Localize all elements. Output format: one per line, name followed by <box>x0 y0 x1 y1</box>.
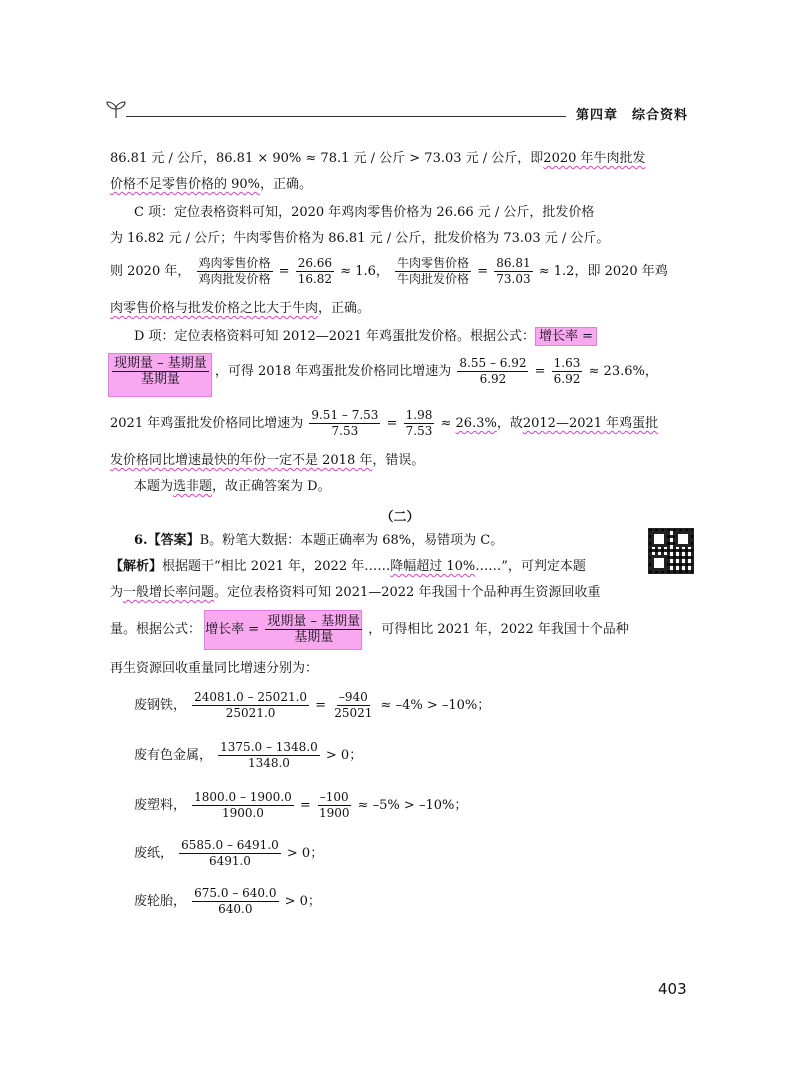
text: ≈ <box>440 416 452 431</box>
list-item <box>134 790 467 821</box>
fraction <box>218 740 320 771</box>
text: ≈ 23.6%， <box>588 364 658 379</box>
denominator: 7.53 <box>405 424 433 438</box>
text-line <box>134 478 331 496</box>
text: ，可得 2018 年鸡蛋批发价格同比增速为 <box>214 364 452 379</box>
fraction <box>395 256 471 287</box>
analysis-label: 【解析】 <box>110 559 163 574</box>
answer-text: B。粉笔大数据：本题正确率为 68%，易错项为 C。 <box>199 533 504 548</box>
denominator: 鸡肉批发价格 <box>198 272 271 286</box>
text-line <box>134 328 597 346</box>
numerator: –940 <box>338 690 368 704</box>
answer-label: 6.【答案】 <box>134 533 200 548</box>
denominator: 25021.0 <box>225 706 276 720</box>
text-line <box>110 452 424 470</box>
item-label: 废纸， <box>134 846 174 861</box>
text: 2021 年鸡蛋批发价格同比增速为 <box>110 416 304 431</box>
list-item <box>134 838 323 869</box>
equals: = <box>299 798 311 813</box>
text: ，正确。 <box>260 177 313 192</box>
underlined-text: 2012—2021 年鸡蛋批 <box>522 416 659 431</box>
numerator: –100 <box>319 790 349 804</box>
formula-line <box>110 256 668 287</box>
fraction <box>494 256 532 287</box>
text: 则 2020 年， <box>110 264 191 279</box>
numerator: 675.0 – 640.0 <box>194 886 277 900</box>
fraction <box>179 838 281 869</box>
denominator: 1348.0 <box>247 756 290 770</box>
text-line: 为 16.82 元 / 公斤；牛肉零售价格为 86.81 元 / 公斤，批发价格为 73.03 元 / 公斤。 <box>110 231 610 246</box>
fraction <box>317 790 352 821</box>
answer-line <box>134 532 503 550</box>
qr-code-icon[interactable] <box>648 528 694 574</box>
qr-corner <box>651 531 667 547</box>
text: 增长率 = <box>205 622 260 637</box>
text: ，故正确答案为 D。 <box>212 479 331 494</box>
item-result: ≈ –4% > –10%； <box>380 698 491 713</box>
numerator: 鸡肉零售价格 <box>198 256 271 270</box>
equals: = <box>386 416 398 431</box>
underlined-text: 降幅超过 10% <box>390 559 476 574</box>
underlined-text: 2020 年牛肉批发 <box>543 151 646 166</box>
item-result: ≈ –5% > –10%； <box>357 798 468 813</box>
fraction <box>332 690 374 721</box>
text: 86.81 元 / 公斤，86.81 × 90% ≈ 78.1 元 / 公斤 > 73.03 元 / 公斤，即 <box>110 151 544 166</box>
fraction <box>309 408 380 439</box>
underlined-text: 价格不足零售价格的 90% <box>110 177 261 192</box>
denominator: 牛肉批发价格 <box>397 272 470 286</box>
fraction <box>112 356 209 387</box>
numerator: 26.66 <box>297 256 333 270</box>
numerator: 24081.0 – 25021.0 <box>194 690 308 704</box>
numerator: 6585.0 – 6491.0 <box>181 838 279 852</box>
denominator: 1900 <box>318 806 350 820</box>
equals: = <box>477 264 489 279</box>
text: 根据题干“相比 2021 年，2022 年…… <box>162 559 391 574</box>
running-header <box>104 98 688 126</box>
fraction <box>265 614 362 645</box>
formula-line <box>110 356 658 387</box>
text: ≈ 1.6， <box>340 264 389 279</box>
text: 。定位表格资料可知 2021—2022 年我国十个品种再生资源回收重 <box>214 585 601 600</box>
numerator: 9.51 – 7.53 <box>311 408 379 422</box>
chapter-name: 综合资料 <box>631 108 688 123</box>
header-rule <box>126 116 566 117</box>
denominator: 基期量 <box>294 630 334 645</box>
page-number: 403 <box>658 980 687 998</box>
text-line <box>110 150 646 168</box>
underlined-text: 26.3% <box>455 416 497 431</box>
text-line: 再生资源回收重量同比增速分别为： <box>110 661 319 676</box>
chapter-title <box>562 104 688 123</box>
sprout-icon <box>104 98 128 120</box>
text-line: C 项：定位表格资料可知，2020 年鸡肉零售价格为 26.66 元 / 公斤，批发价格 <box>134 205 595 220</box>
text: ，可得相比 2021 年，2022 年我国十个品种 <box>368 622 629 637</box>
text: ，故 <box>496 416 523 431</box>
formula-line <box>110 614 629 645</box>
list-item <box>134 886 321 917</box>
item-label: 废钢铁， <box>134 698 187 713</box>
fraction <box>404 408 435 439</box>
item-result: > 0； <box>284 894 321 909</box>
text: D 项：定位表格资料可知 2012—2021 年鸡蛋批发价格。根据公式： <box>134 329 535 344</box>
equals: = <box>278 264 290 279</box>
fraction <box>197 256 273 287</box>
denominator: 25021 <box>334 706 373 720</box>
text: ……”，可判定本题 <box>475 559 586 574</box>
text: 为 <box>110 585 124 600</box>
underlined-text: 肉零售价格与批发价格之比大于牛肉 <box>110 301 319 316</box>
text: 量。根据公式： <box>110 622 202 637</box>
numerator: 86.81 <box>496 256 531 270</box>
numerator: 1375.0 – 1348.0 <box>220 740 318 754</box>
fraction <box>457 356 528 387</box>
item-result: > 0； <box>286 846 324 861</box>
text: 本题为 <box>134 479 174 494</box>
denominator: 6.92 <box>553 372 581 386</box>
fraction <box>552 356 583 387</box>
fraction <box>192 886 278 917</box>
item-label: 废塑料， <box>134 798 187 813</box>
fraction <box>296 256 334 287</box>
text: ，正确。 <box>318 301 371 316</box>
equals: = <box>534 364 546 379</box>
section-heading: （二） <box>380 510 420 525</box>
fraction <box>192 790 294 821</box>
numerator: 现期量 – 基期量 <box>114 356 207 371</box>
denominator: 640.0 <box>218 902 253 916</box>
item-result: > 0； <box>325 748 363 763</box>
item-label: 废轮胎， <box>134 894 187 909</box>
denominator: 6.92 <box>479 372 507 386</box>
list-item <box>134 690 490 721</box>
highlighted-formula: 增长率 = <box>535 327 597 346</box>
denominator: 6491.0 <box>208 854 251 868</box>
text: ≈ 1.2，即 2020 年鸡 <box>538 264 668 279</box>
text-line <box>110 300 370 318</box>
numerator: 8.55 – 6.92 <box>459 356 527 370</box>
numerator: 1800.0 – 1900.0 <box>194 790 292 804</box>
denominator: 1900.0 <box>221 806 264 820</box>
text-line <box>110 176 312 194</box>
numerator: 1.63 <box>553 356 581 370</box>
underlined-text: 选非题 <box>173 479 213 494</box>
list-item <box>134 740 362 771</box>
denominator: 16.82 <box>297 272 333 286</box>
denominator: 基期量 <box>140 372 180 387</box>
numerator: 现期量 – 基期量 <box>267 614 361 629</box>
denominator: 7.53 <box>331 424 359 438</box>
denominator: 73.03 <box>496 272 531 286</box>
fraction <box>192 690 309 721</box>
formula-line <box>110 408 658 439</box>
qr-corner <box>675 531 691 547</box>
chapter-number: 第四章 <box>575 108 618 123</box>
underlined-text: 一般增长率问题 <box>123 585 215 600</box>
numerator: 1.98 <box>405 408 433 422</box>
equals: = <box>315 698 327 713</box>
text: ，错误。 <box>372 453 425 468</box>
item-label: 废有色金属， <box>134 748 213 763</box>
underlined-text: 发价格同比增速最快的年份一定不是 2018 年 <box>110 453 373 468</box>
numerator: 牛肉零售价格 <box>397 256 470 270</box>
analysis-line <box>110 558 586 576</box>
text-line <box>110 584 600 602</box>
qr-corner <box>651 555 667 571</box>
